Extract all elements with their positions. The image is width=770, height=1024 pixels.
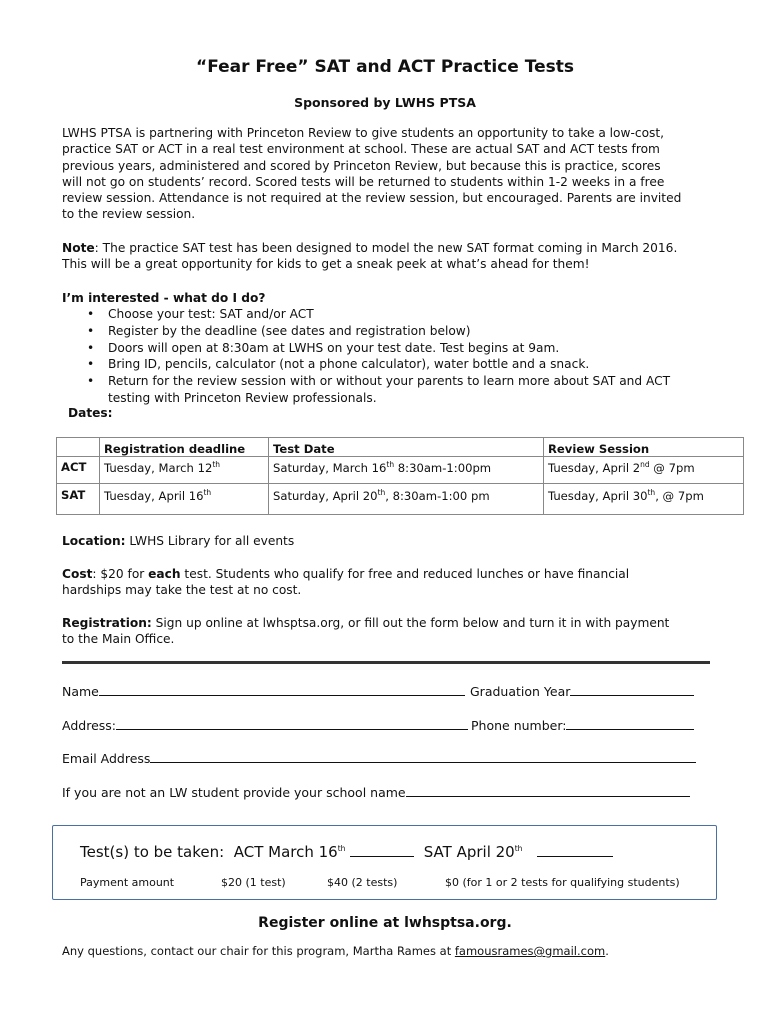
table-header [57, 438, 100, 457]
payment-option-1[interactable]: $20 (1 test) [221, 876, 286, 889]
list-item: • Doors will open at 8:30am at LWHS on your test date. Test begins at 9am. [62, 340, 722, 357]
page-subtitle: Sponsored by LWHS PTSA [294, 95, 476, 110]
dates-heading: Dates: [68, 406, 113, 420]
review-cell: Tuesday, April 2nd @ 7pm [544, 457, 744, 484]
tests-to-be-taken: Test(s) to be taken: ACT March 16th SAT April 20th [80, 843, 613, 861]
act-checkbox-line[interactable] [350, 844, 414, 857]
deadline-cell: Tuesday, April 16th [100, 484, 269, 515]
test-cell: ACT [57, 457, 100, 484]
note-paragraph [62, 240, 712, 273]
payment-option-3[interactable]: $0 (for 1 or 2 tests for qualifying students) [445, 876, 680, 889]
test-cell: SAT [57, 484, 100, 515]
contact-line: Any questions, contact our chair for this program, Martha Rames at famousrames@gmail.com. [62, 944, 609, 958]
deadline-cell: Tuesday, March 12th [100, 457, 269, 484]
note-text-2: This will be a great opportunity for kids to get a sneak peek at what’s ahead for them! [62, 257, 590, 272]
review-cell: Tuesday, April 30th, @ 7pm [544, 484, 744, 515]
contact-email-link[interactable]: famousrames@gmail.com [454, 944, 606, 958]
intro-line: will not go on students’ record. Scored tests will be returned to students within 1-2 weeks in a free [62, 174, 665, 189]
dates-table [56, 437, 744, 515]
table-header: Review Session [544, 438, 744, 457]
sat-checkbox-line[interactable] [537, 844, 613, 857]
table-header: Registration deadline [100, 438, 269, 457]
table-row [57, 457, 744, 484]
table-header: Test Date [269, 438, 544, 457]
list-item: • Choose your test: SAT and/or ACT [62, 306, 722, 323]
list-item: • Return for the review session with or without your parents to learn more about SAT and ACT testing with Princeton Review professionals. [62, 373, 722, 407]
steps-list [62, 306, 722, 407]
name-field[interactable]: Name [62, 683, 465, 699]
list-item: • Bring ID, pencils, calculator (not a phone calculator), water bottle and a snack. [62, 356, 722, 373]
note-label: Note [62, 241, 95, 255]
note-text: : The practice SAT test has been designed to model the new SAT format coming in March 2016. [94, 241, 678, 255]
register-online-heading: Register online at lwhsptsa.org. [258, 915, 512, 931]
list-item: • Register by the deadline (see dates and registration below) [62, 323, 722, 340]
intro-line: practice SAT or ACT in a real test environment at school. These are actual SAT and ACT tests from [62, 142, 660, 157]
payment-label: Payment amount [80, 876, 175, 889]
location-line: Location: LWHS Library for all events [62, 534, 295, 548]
page-title: “Fear Free” SAT and ACT Practice Tests [196, 57, 574, 77]
address-field[interactable]: Address: [62, 717, 468, 733]
intro-paragraph [62, 125, 712, 223]
intro-line: previous years, administered and scored by Princeton Review, but because this is practice, scores [62, 158, 661, 173]
intro-line: LWHS PTSA is partnering with Princeton Review to give students an opportunity to take a low-cost, [62, 126, 665, 140]
act-option-label: ACT March 16th [233, 843, 346, 861]
interested-heading: I’m interested - what do I do? [62, 291, 266, 305]
test-date-cell: Saturday, March 16th 8:30am-1:00pm [269, 457, 544, 484]
registration-paragraph: Registration: Sign up online at lwhsptsa.org, or fill out the form below and turn it in with payment to the Main Office. [62, 616, 670, 647]
phone-number-field[interactable]: Phone number: [471, 717, 694, 733]
intro-line: review session. Attendance is not required at the review session, but encouraged. Parents are invited [62, 191, 682, 206]
graduation-year-field[interactable]: Graduation Year [470, 683, 694, 699]
test-date-cell: Saturday, April 20th, 8:30am-1:00 pm [269, 484, 544, 515]
sat-option-label: SAT April 20th [423, 843, 523, 861]
intro-line: to the review session. [62, 207, 196, 222]
divider [62, 661, 710, 664]
email-field[interactable]: Email Address [62, 750, 696, 766]
table-row [57, 484, 744, 515]
payment-option-2[interactable]: $40 (2 tests) [327, 876, 398, 889]
table-header-row [57, 438, 744, 457]
cost-paragraph: Cost: $20 for each test. Students who qualify for free and reduced lunches or have financial hardships may take the test at no cost. [62, 567, 630, 598]
school-name-field[interactable]: If you are not an LW student provide your school name [62, 784, 690, 800]
